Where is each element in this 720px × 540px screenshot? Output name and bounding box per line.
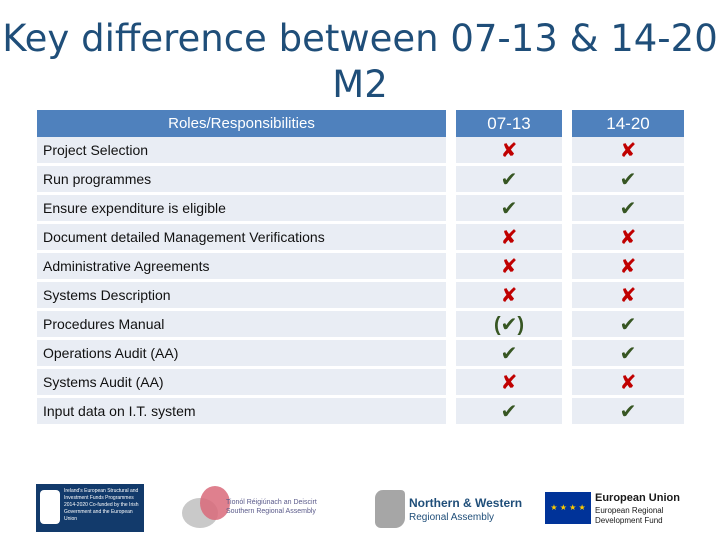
role-label: Systems Description (37, 282, 446, 311)
mark-07-13: (✔) (456, 311, 562, 340)
mark-07-13: ✘ (456, 137, 562, 166)
table-row (37, 282, 684, 311)
table-row (37, 311, 684, 340)
role-label: Systems Audit (AA) (37, 369, 446, 398)
mark-07-13: ✘ (456, 253, 562, 282)
mark-14-20: ✘ (572, 224, 684, 253)
ireland-esif-logo: Ireland's European Structural and Investment Funds Programmes 2014-2020 Co-funded by the Irish Government and the European Union (36, 484, 144, 532)
mark-07-13: ✔ (456, 398, 562, 427)
mark-07-13: ✔ (456, 340, 562, 369)
eu-flag-icon: ★ ★ ★ ★ (545, 492, 591, 524)
role-label: Operations Audit (AA) (37, 340, 446, 369)
roles-table (37, 110, 684, 427)
title-line-1: Key difference between 07-13 & 14-20 (2, 17, 718, 60)
mark-14-20: ✔ (572, 166, 684, 195)
header-14-20: 14-20 (572, 110, 684, 137)
table-header-row (37, 110, 684, 137)
table-row (37, 369, 684, 398)
mark-14-20: ✔ (572, 340, 684, 369)
table-row (37, 195, 684, 224)
role-label: Procedures Manual (37, 311, 446, 340)
table-row (37, 224, 684, 253)
harp-icon (40, 490, 60, 524)
eu-erdf-logo: ★ ★ ★ ★ European Union European Regional Development Fund (545, 484, 710, 532)
footer-logos (0, 480, 720, 536)
mark-07-13: ✔ (456, 195, 562, 224)
title-line-2: M2 (332, 63, 388, 106)
role-label: Administrative Agreements (37, 253, 446, 282)
role-label: Input data on I.T. system (37, 398, 446, 427)
role-label: Document detailed Management Verifications (37, 224, 446, 253)
northern-western-assembly-logo: Northern & Western Regional Assembly (375, 484, 525, 532)
header-roles: Roles/Responsibilities (37, 110, 446, 137)
table-row (37, 398, 684, 427)
role-label: Project Selection (37, 137, 446, 166)
mark-07-13: ✘ (456, 282, 562, 311)
mark-14-20: ✔ (572, 311, 684, 340)
table-row (37, 253, 684, 282)
mark-14-20: ✘ (572, 253, 684, 282)
mark-07-13: ✘ (456, 224, 562, 253)
table-row (37, 137, 684, 166)
mark-07-13: ✔ (456, 166, 562, 195)
southern-regional-assembly-logo: Tionól Réigiúnach an Deiscirt Southern Regional Assembly (182, 484, 337, 532)
mark-14-20: ✘ (572, 282, 684, 311)
header-07-13: 07-13 (456, 110, 562, 137)
mark-14-20: ✔ (572, 195, 684, 224)
page-title (0, 16, 720, 108)
mark-07-13: ✘ (456, 369, 562, 398)
mark-14-20: ✘ (572, 369, 684, 398)
table-row (37, 340, 684, 369)
role-label: Ensure expenditure is eligible (37, 195, 446, 224)
mark-14-20: ✘ (572, 137, 684, 166)
mark-14-20: ✔ (572, 398, 684, 427)
table-row (37, 166, 684, 195)
map-icon (375, 490, 405, 528)
role-label: Run programmes (37, 166, 446, 195)
